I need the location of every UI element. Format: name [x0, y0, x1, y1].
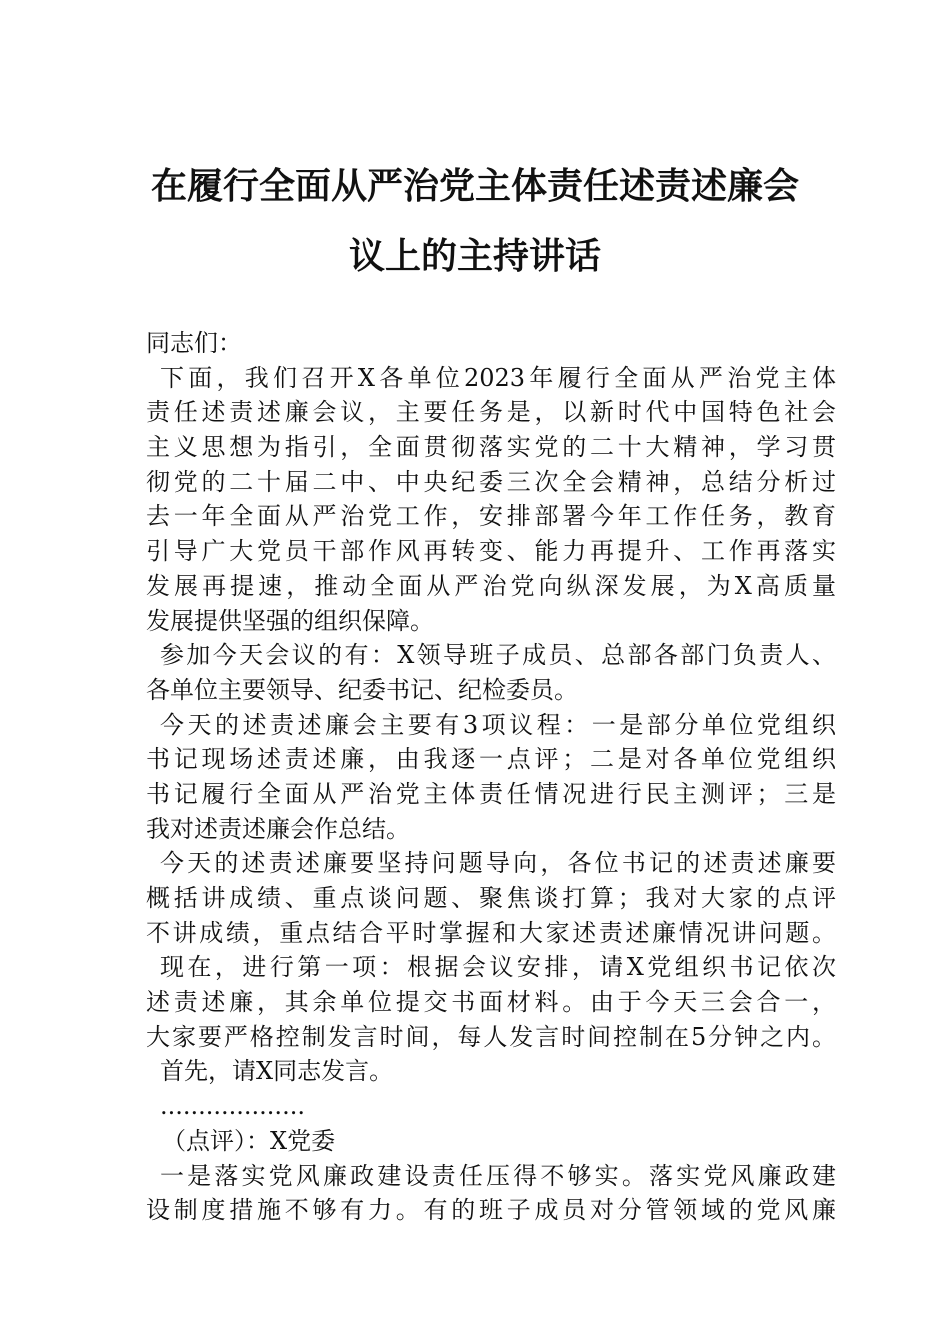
body-line: 首先，请X同志发言。: [160, 1057, 394, 1086]
body-line: 各单位主要领导、纪委书记、纪检委员。: [146, 675, 578, 704]
body-line: 不讲成绩，重点结合平时掌握和大家述责述廉情况讲问题。: [146, 918, 836, 947]
body-line: 发展提供坚强的组织保障。: [146, 606, 434, 635]
body-line: 参加今天会议的有：X领导班子成员、总部各部门负责人、: [160, 641, 836, 670]
body-line: 设制度措施不够有力。有的班子成员对分管领域的党风廉: [146, 1196, 836, 1225]
ellipsis-separator: ...................: [160, 1092, 305, 1121]
body-line: 书记履行全面从严治党主体责任情况进行民主测评；三是: [146, 779, 836, 808]
body-line: 去一年全面从严治党工作，安排部署今年工作任务，教育: [146, 502, 836, 531]
body-line: 下面，我们召开X各单位2023年履行全面从严治党主体: [160, 363, 836, 392]
body-line: 书记现场述责述廉，由我逐一点评；二是对各单位党组织: [146, 745, 836, 774]
document-title-line-2: 议上的主持讲话: [348, 235, 601, 277]
body-line: 概括讲成绩、重点谈问题、聚焦谈打算；我对大家的点评: [146, 884, 836, 912]
body-line: 述责述廉，其余单位提交书面材料。由于今天三会合一，: [146, 988, 836, 1017]
body-line: 现在，进行第一项：根据会议安排，请X党组织书记依次: [160, 953, 836, 982]
body-line: 我对述责述廉会作总结。: [146, 814, 410, 843]
body-line: 责任述责述廉会议，主要任务是，以新时代中国特色社会: [146, 398, 836, 427]
comment-heading: （点评）：X党委: [162, 1126, 336, 1155]
body-line: 大家要严格控制发言时间，每人发言时间控制在5分钟之内。: [146, 1022, 836, 1051]
body-line: 主义思想为指引，全面贯彻落实党的二十大精神，学习贯: [146, 433, 836, 462]
body-line: 引导广大党员干部作风再转变、能力再提升、工作再落实: [146, 537, 836, 566]
body-line: 今天的述责述廉要坚持问题导向，各位书记的述责述廉要: [160, 849, 836, 878]
body-line: 发展再提速，推动全面从严治党向纵深发展，为X高质量: [146, 571, 836, 600]
salutation: 同志们：: [146, 329, 242, 357]
body-line: 今天的述责述廉会主要有3项议程：一是部分单位党组织: [160, 710, 836, 739]
body-line: 一是落实党风廉政建设责任压得不够实。落实党风廉政建: [160, 1161, 836, 1190]
document-title-line-1: 在履行全面从严治党主体责任述责述廉会: [150, 165, 799, 207]
document-body: [146, 326, 836, 1228]
body-line: 彻党的二十届二中、中央纪委三次全会精神，总结分析过: [146, 467, 836, 496]
